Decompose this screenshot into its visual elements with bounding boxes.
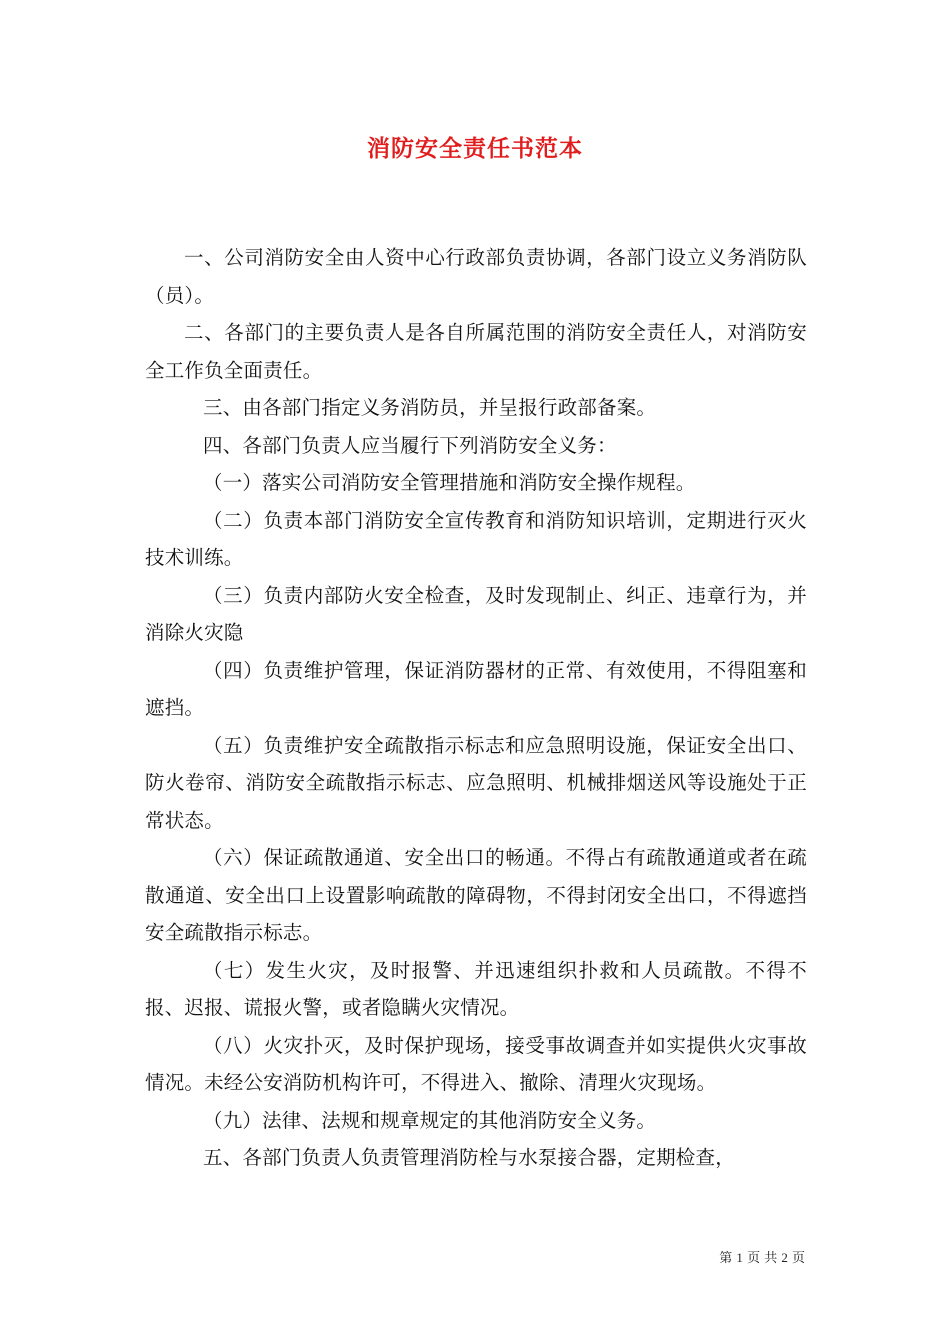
footer-suffix: 页 — [791, 1251, 805, 1266]
duty-item-3: （三）负责内部防火安全检查，及时发现制止、纠正、违章行为，并消除火灾隐 — [145, 583, 807, 644]
footer-middle: 页 共 — [747, 1251, 778, 1266]
duty-item-9: （九）法律、法规和规章规定的其他消防安全义务。 — [203, 1108, 657, 1132]
current-page-number: 1 — [736, 1250, 743, 1265]
footer-prefix: 第 — [719, 1251, 733, 1266]
duty-item-4: （四）负责维护管理，保证消防器材的正常、有效使用，不得阻塞和遮挡。 — [145, 658, 807, 719]
paragraph-1: 一、公司消防安全由人资中心行政部负责协调，各部门设立义务消防队（员）。 — [145, 246, 807, 307]
duty-item-6: （六）保证疏散通道、安全出口的畅通。不得占有疏散通道或者在疏散通道、安全出口上设置影响疏散的障碍物，不得封闭安全出口，不得遮挡安全疏散指示标志。 — [145, 846, 807, 944]
paragraph-2: 二、各部门的主要负责人是各自所属范围的消防安全责任人，对消防安全工作负全面责任。 — [145, 321, 807, 382]
document-body — [145, 239, 807, 1177]
duty-item-1: （一）落实公司消防安全管理措施和消防安全操作规程。 — [203, 471, 696, 494]
paragraph-5: 五、各部门负责人负责管理消防栓与水泵接合器，定期检查， — [203, 1146, 735, 1169]
duty-item-7: （七）发生火灾，及时报警、并迅速组织扑救和人员疏散。不得不报、迟报、谎报火警，或者隐瞒火灾情况。 — [145, 958, 807, 1019]
paragraph-4: 四、各部门负责人应当履行下列消防安全义务： — [203, 433, 617, 457]
paragraph-3: 三、由各部门指定义务消防员，并呈报行政部备案。 — [203, 396, 657, 419]
duty-item-8: （八）火灾扑灭，及时保护现场，接受事故调查并如实提供火灾事故情况。未经公安消防机构许可，不得进入、撤除、清理火灾现场。 — [145, 1033, 807, 1094]
duty-item-5: （五）负责维护安全疏散指示标志和应急照明设施，保证安全出口、防火卷帘、消防安全疏散指示标志、应急照明、机械排烟送风等设施处于正常状态。 — [145, 733, 807, 832]
duty-item-2: （二）负责本部门消防安全宣传教育和消防知识培训，定期进行灭火技术训练。 — [145, 508, 807, 569]
total-page-number: 2 — [781, 1250, 788, 1265]
page-title: 消防安全责任书范本 — [367, 135, 583, 162]
page-number-footer — [719, 1249, 805, 1268]
